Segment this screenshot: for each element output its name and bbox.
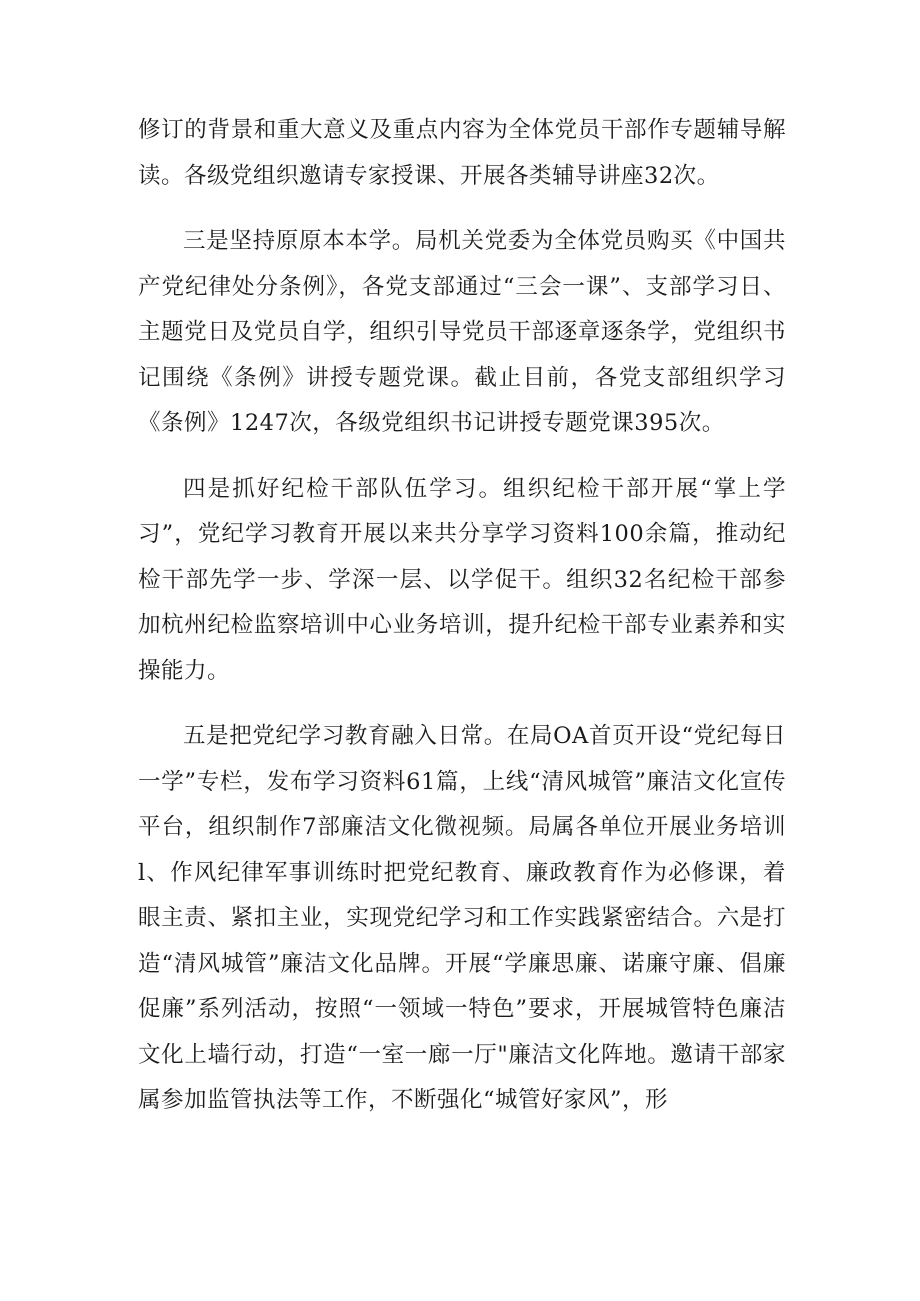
paragraph-item-three: 三是坚持原原本本学。局机关党委为全体党员购买《中国共产党纪律处分条例》，各党支部通过“三会一课”、支部学习日、主题党日及党员自学，组织引导党员干部逐章逐条学，党组织书记围绕《条例》讲授专题党课。截止目前，各党支部组织学习《条例》1247次，各级党组织书记讲授专题党课395次。 (138, 228, 786, 436)
paragraph-item-four: 四是抓好纪检干部队伍学习。组织纪检干部开展“掌上学习”，党纪学习教育开展以来共分享学习资料100余篇，推动纪检干部先学一步、学深一层、以学促干。组织32名纪检干部参加杭州纪检监察培训中心业务培训，提升纪检干部专业素养和实操能力。 (138, 475, 786, 684)
paragraph-continuation: 修订的背景和重大意义及重点内容为全体党员干部作专题辅导解读。各级党组织邀请专家授课、开展各类辅导讲座32次。 (138, 117, 786, 189)
paragraph-gap (138, 199, 786, 219)
paragraph-item-five: 五是把党纪学习教育融入日常。在局OA首页开设“党纪每日一学”专栏，发布学习资料61篇，上线“清风城管”廉洁文化宣传平台，组织制作7部廉洁文化微视频。局属各单位开展业务培训l、作风纪律军事训练时把党纪教育、廉政教育作为必修课，着眼主责、紧扣主业，实现党纪学习和工作实践紧密结合。六是打造“清风城管”廉洁文化品牌。开展“学廉思廉、诺廉守廉、倡廉促廉”系列活动，按照“一领域一特色”要求，开展城管特色廉洁文化上墙行动，打造“一室一廊一厅"廉洁文化阵地。邀请干部家属参加监管执法等工作，不断强化“城管好家风”，形 (138, 723, 786, 1113)
document-body (138, 108, 786, 1124)
paragraph-gap (138, 447, 786, 467)
paragraph-gap (138, 694, 786, 714)
